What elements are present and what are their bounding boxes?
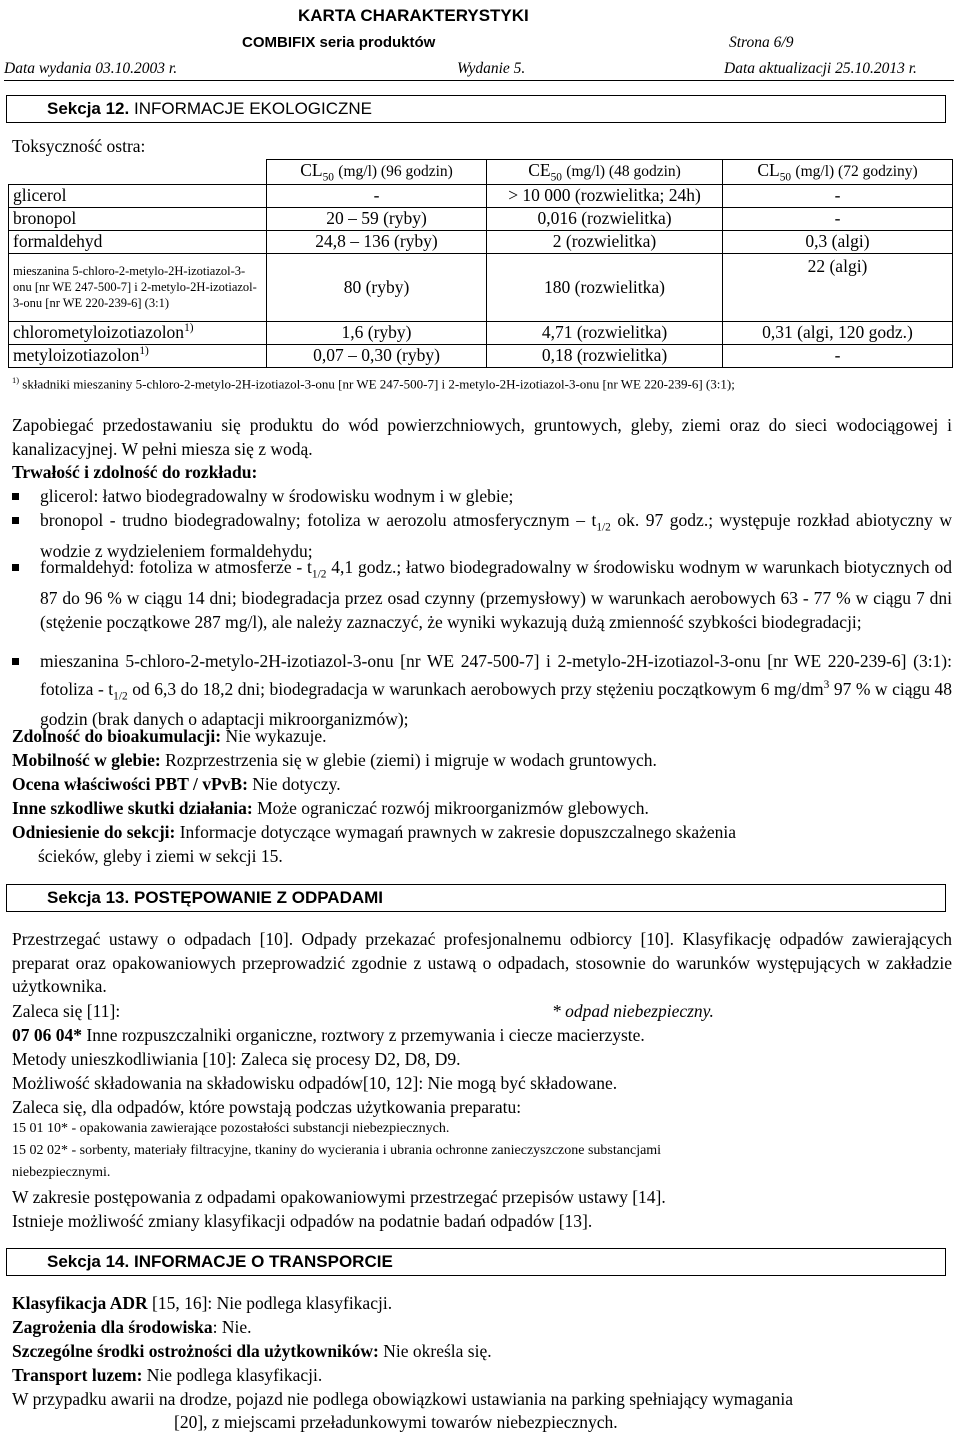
reclassification-line: Istnieje możliwość zmiany klasyfikacji odpadów na podatnie badań odpadów [13]. [12,1211,593,1231]
bullet-icon [12,493,19,500]
section-reference-line-cont: ścieków, gleby i ziemi w sekcji 15. [38,846,283,866]
issue-date: Data wydania 03.10.2003 r. [4,60,178,77]
col-header-ce50-daphnia: $CE_{50}$ (mg/l) (48 godzin) [487,160,723,185]
bullet-icon [12,564,19,571]
packaging-line: W zakresie postępowania z odpadami opakowaniowymi przestrzegać przepisów ustawy [14]. [12,1187,666,1207]
table-row: bronopol 20 – 59 (ryby) 0,016 (rozwielitka) - [9,207,953,230]
waste-code-150110: 15 01 10* - opakowania zawierające pozostałości substancji niebezpiecznych. [12,1121,450,1136]
table-row: formaldehyd 24,8 – 136 (ryby) 2 (rozwielitka) 0,3 (algi) [9,230,953,253]
section-14-heading: Sekcja 14. INFORMACJE O TRANSPORCIE [6,1248,946,1276]
road-accident-line: W przypadku awarii na drodze, pojazd nie podlega obowiązkowi ustawiania na parking spełniający wymagania [12,1389,794,1409]
table-footnote: $^{1)}$ składniki mieszaniny 5-chloro-2-metylo-2H-izotiazol-3-onu [nr WE 247-500-7] i 2-metylo-2H-izotiazol-3-onu [nr WE 220-239-6] (3:1); [12,375,735,392]
bullet-icon [12,517,19,524]
bullet-icon [12,658,19,665]
usage-waste-line: Zaleca się, dla odpadów, które powstają podczas użytkowania preparatu: [12,1097,522,1117]
recommend-label: Zaleca się [11]: [12,1001,121,1021]
adr-line: Klasyfikacja ADR [15, 16]: Nie podlega klasyfikacji. [12,1293,393,1313]
document-title: KARTA CHARAKTERYSTYKI [298,6,529,25]
hazardous-waste-note: * odpad niebezpieczny. [552,1001,714,1021]
section-reference-line: Odniesienie do sekcji: Informacje dotyczące wymagań prawnych w zakresie dopuszczalnego skażenia [12,822,737,842]
waste-code-150202: 15 02 02* - sorbenty, materiały filtracyjne, tkaniny do wycierania i ubrania ochronne zanieczyszczone substancjami [12,1143,662,1158]
table-row: chlorometyloizotiazolon$^{1)}$ 1,6 (ryby) 4,71 (rozwielitka) 0,31 (algi, 120 godz.) [9,321,953,344]
waste-paragraph: Przestrzegać ustawy o odpadach [10]. Odpady przekazać profesjonalnemu odbiorcy [10]. Klasyfikację odpadów zawierających preparat oraz opakowaniowych przeprowadzić zgodnie z ustawą o odpadach, stosownie do warunków występujących w zakładzie użytkownika. [12,929,952,996]
table-row: mieszanina 5-chloro-2-metylo-2H-izotiazol-3-onu [nr WE 247-500-7] i 2-metylo-2H-izotiazol-3-onu [nr WE 220-239-6] (3:1) 80 (ryby) 180 (rozwielitka) 22 (algi) [9,253,953,321]
table-row: glicerol - > 10 000 (rozwielitka; 24h) - [9,184,953,207]
landfill-line: Możliwość składowania na składowisku odpadów[10, 12]: Nie mogą być składowane. [12,1073,618,1093]
page-number: Strona 6/9 [729,34,794,51]
bioaccumulation-line: Zdolność do bioakumulacji: Nie wykazuje. [12,726,327,746]
toxicity-title: Toksyczność ostra: [12,136,146,156]
user-precautions-line: Szczególne środki ostrożności dla użytkowników: Nie określa się. [12,1341,492,1361]
bulk-transport-line: Transport luzem: Nie podlega klasyfikacji. [12,1365,323,1385]
waste-code-070604: 07 06 04* Inne rozpuszczalniki organiczne, roztwory z przemywania i ciecze macierzyste. [12,1025,645,1045]
col-header-cl50-fish: $CL_{50}$ (mg/l) (96 godzin) [267,160,487,185]
update-date: Data aktualizacji 25.10.2013 r. [724,60,917,77]
product-name: COMBIFIX seria produktów [242,34,436,51]
other-effects-line: Inne szkodliwe skutki działania: Może ograniczać rozwój mikroorganizmów glebowych. [12,798,649,818]
prevention-paragraph: Zapobiegać przedostawaniu się produktu do wód powierzchniowych, gruntowych, gleby, ziemi oraz do sieci wodociągowej i kanalizacyjnej. W pełni miesza się z wodą. [12,415,952,459]
pbt-line: Ocena właściwości PBT / vPvB: Nie dotyczy. [12,774,341,794]
toxicity-table [8,159,953,368]
degradation-label: Trwałość i zdolność do rozkładu: [12,462,258,482]
table-header-row [9,160,953,185]
environment-hazard-line: Zagrożenia dla środowiska: Nie. [12,1317,252,1337]
waste-code-150202-cont: niebezpiecznymi. [12,1165,111,1180]
disposal-methods: Metody unieszkodliwiania [10]: Zaleca się procesy D2, D8, D9. [12,1049,461,1069]
header-rule [4,80,954,81]
table-row: metyloizotiazolon$^{1)}$ 0,07 – 0,30 (ryby) 0,18 (rozwielitka) - [9,344,953,367]
section-12-heading: Sekcja 12. INFORMACJE EKOLOGICZNE [6,95,946,123]
edition: Wydanie 5. [457,60,526,77]
road-accident-line-cont: [20], z miejscami przeładunkowymi towarów niebezpiecznych. [174,1412,618,1432]
section-13-heading: Sekcja 13. POSTĘPOWANIE Z ODPADAMI [6,884,946,912]
mobility-line: Mobilność w glebie: Rozprzestrzenia się w glebie (ziemi) i migruje w wodach gruntowych. [12,750,657,770]
col-header-cl50-algae: $CL_{50}$ (mg/l) (72 godziny) [723,160,953,185]
